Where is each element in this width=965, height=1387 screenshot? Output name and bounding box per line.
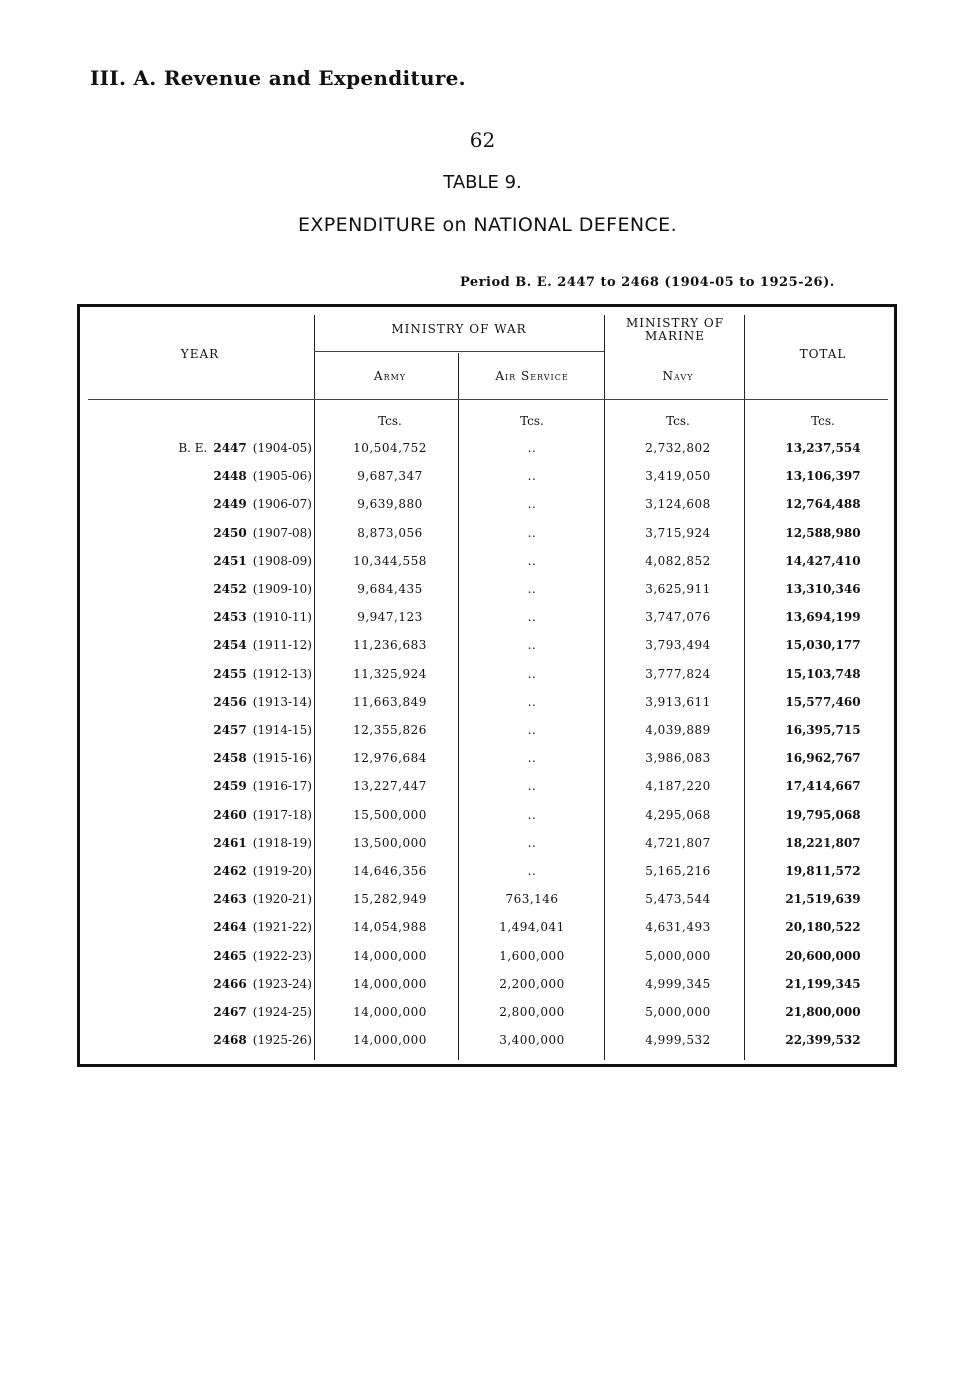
cell-air-service: 2,200,000 bbox=[499, 976, 565, 991]
year-be: 2467 bbox=[213, 1005, 247, 1019]
cell-total: 19,795,068 bbox=[785, 807, 861, 822]
cell-air-service: .. bbox=[527, 779, 537, 794]
table-row bbox=[80, 977, 894, 1005]
table-number: TABLE 9. bbox=[443, 172, 522, 193]
year-be: 2463 bbox=[213, 892, 247, 907]
cell-army: 9,947,123 bbox=[357, 610, 423, 625]
table-row bbox=[80, 667, 894, 695]
cell-total: 21,800,000 bbox=[785, 1005, 861, 1019]
table-row bbox=[80, 554, 894, 582]
unit-army: Tcs. bbox=[378, 414, 402, 428]
year-ce: (1908-09) bbox=[252, 553, 312, 568]
table-row bbox=[80, 610, 894, 638]
cell-army: 14,000,000 bbox=[353, 948, 427, 963]
header-ministry-marine: MINISTRY OF MARINE bbox=[625, 316, 725, 343]
cell-total: 15,577,460 bbox=[785, 694, 861, 709]
period-subtitle: Period B. E. 2447 to 2468 (1904-05 to 1925-26). bbox=[460, 275, 835, 290]
header-army: Army bbox=[373, 369, 407, 383]
cell-year bbox=[122, 977, 312, 991]
cell-year bbox=[122, 779, 312, 793]
cell-total: 12,764,488 bbox=[785, 497, 861, 512]
year-ce: (1904-05) bbox=[252, 441, 312, 455]
cell-total: 18,221,807 bbox=[785, 835, 861, 850]
table-row bbox=[80, 441, 894, 469]
cell-air-service: .. bbox=[527, 666, 537, 681]
year-ce: (1920-21) bbox=[252, 892, 312, 907]
cell-total: 21,519,639 bbox=[785, 892, 861, 907]
cell-year bbox=[122, 949, 312, 963]
cell-air-service: .. bbox=[527, 807, 537, 822]
cell-year bbox=[122, 836, 312, 850]
year-be: 2462 bbox=[213, 864, 247, 878]
year-be: 2448 bbox=[213, 469, 247, 484]
cell-total: 20,180,522 bbox=[785, 920, 861, 935]
cell-total: 16,395,715 bbox=[785, 723, 861, 737]
cell-army: 11,663,849 bbox=[353, 694, 427, 709]
cell-total: 20,600,000 bbox=[785, 948, 861, 963]
cell-air-service: 2,800,000 bbox=[499, 1005, 565, 1019]
table-row bbox=[80, 638, 894, 666]
cell-year bbox=[122, 1005, 312, 1019]
table-row bbox=[80, 864, 894, 892]
cell-navy: 3,986,083 bbox=[645, 751, 711, 766]
cell-navy: 4,999,345 bbox=[645, 976, 711, 991]
table-row bbox=[80, 723, 894, 751]
cell-total: 13,694,199 bbox=[785, 610, 861, 625]
cell-navy: 5,000,000 bbox=[645, 948, 711, 963]
table-row bbox=[80, 695, 894, 723]
cell-air-service: 1,494,041 bbox=[499, 920, 565, 935]
cell-army: 10,504,752 bbox=[353, 441, 427, 455]
cell-army: 14,000,000 bbox=[353, 1033, 427, 1048]
cell-year bbox=[122, 864, 312, 878]
cell-air-service: 1,600,000 bbox=[499, 948, 565, 963]
cell-air-service: .. bbox=[527, 525, 537, 540]
cell-army: 14,000,000 bbox=[353, 976, 427, 991]
year-be: 2468 bbox=[213, 1033, 247, 1048]
cell-army: 14,054,988 bbox=[353, 920, 427, 935]
cell-army: 15,282,949 bbox=[353, 892, 427, 907]
cell-air-service: .. bbox=[527, 694, 537, 709]
cell-navy: 4,082,852 bbox=[645, 553, 711, 568]
year-be: 2466 bbox=[213, 976, 247, 991]
cell-total: 14,427,410 bbox=[785, 553, 861, 568]
cell-total: 12,588,980 bbox=[785, 525, 861, 540]
cell-navy: 3,747,076 bbox=[645, 610, 711, 625]
cell-navy: 3,124,608 bbox=[645, 497, 711, 512]
cell-total: 13,310,346 bbox=[785, 582, 861, 596]
cell-air-service: .. bbox=[527, 638, 537, 653]
cell-navy: 4,999,532 bbox=[645, 1033, 711, 1048]
cell-navy: 4,721,807 bbox=[645, 835, 711, 850]
cell-year bbox=[122, 610, 312, 624]
cell-navy: 3,625,911 bbox=[645, 582, 711, 596]
cell-army: 11,325,924 bbox=[353, 666, 427, 681]
cell-army: 11,236,683 bbox=[353, 638, 427, 653]
header-ministry-war: MINISTRY OF WAR bbox=[391, 322, 527, 336]
rule-war-subheader bbox=[314, 351, 604, 352]
section-title: III. A. Revenue and Expenditure. bbox=[90, 66, 466, 90]
year-ce: (1911-12) bbox=[252, 638, 312, 653]
cell-air-service: .. bbox=[527, 864, 537, 878]
cell-year bbox=[122, 751, 312, 765]
year-be: 2454 bbox=[213, 638, 247, 653]
cell-navy: 3,419,050 bbox=[645, 469, 711, 484]
cell-air-service: .. bbox=[527, 751, 537, 766]
table-row bbox=[80, 949, 894, 977]
cell-year bbox=[122, 892, 312, 906]
cell-navy: 5,000,000 bbox=[645, 1005, 711, 1019]
cell-navy: 5,165,216 bbox=[645, 864, 711, 878]
cell-total: 19,811,572 bbox=[785, 864, 861, 878]
cell-air-service: .. bbox=[527, 469, 537, 484]
year-be: 2456 bbox=[213, 694, 247, 709]
cell-total: 15,030,177 bbox=[785, 638, 861, 653]
cell-total: 13,237,554 bbox=[785, 441, 861, 455]
cell-total: 21,199,345 bbox=[785, 976, 861, 991]
unit-total: Tcs. bbox=[811, 414, 835, 428]
table-row bbox=[80, 582, 894, 610]
cell-army: 9,684,435 bbox=[357, 582, 423, 596]
year-be: 2465 bbox=[213, 948, 247, 963]
table-row bbox=[80, 526, 894, 554]
year-ce: (1921-22) bbox=[252, 920, 312, 935]
cell-navy: 3,715,924 bbox=[645, 525, 711, 540]
cell-air-service: 3,400,000 bbox=[499, 1033, 565, 1048]
table-title: EXPENDITURE on NATIONAL DEFENCE. bbox=[297, 214, 678, 236]
year-ce: (1914-15) bbox=[252, 723, 312, 737]
cell-army: 8,873,056 bbox=[357, 525, 423, 540]
year-be: 2451 bbox=[213, 553, 247, 568]
year-ce: (1915-16) bbox=[252, 751, 312, 766]
cell-air-service: .. bbox=[527, 582, 537, 596]
cell-year bbox=[122, 554, 312, 568]
page-number: 62 bbox=[469, 128, 496, 152]
cell-army: 14,000,000 bbox=[353, 1005, 427, 1019]
year-ce: (1907-08) bbox=[252, 525, 312, 540]
cell-total: 13,106,397 bbox=[785, 469, 861, 484]
cell-air-service: .. bbox=[527, 497, 537, 512]
table-row bbox=[80, 469, 894, 497]
cell-total: 16,962,767 bbox=[785, 751, 861, 766]
cell-air-service: .. bbox=[527, 723, 537, 737]
year-be: 2452 bbox=[213, 582, 247, 596]
cell-air-service: .. bbox=[527, 441, 537, 455]
cell-total: 17,414,667 bbox=[785, 779, 861, 794]
cell-year bbox=[122, 582, 312, 596]
year-be: 2464 bbox=[213, 920, 247, 935]
year-be: 2459 bbox=[213, 779, 247, 794]
year-be: 2460 bbox=[213, 807, 247, 822]
cell-navy: 2,732,802 bbox=[645, 441, 711, 455]
year-ce: (1905-06) bbox=[252, 469, 312, 484]
year-be: 2447 bbox=[213, 441, 247, 455]
year-ce: (1919-20) bbox=[252, 864, 312, 878]
cell-navy: 4,039,889 bbox=[645, 723, 711, 737]
header-navy: Navy bbox=[662, 369, 694, 383]
cell-navy: 3,913,611 bbox=[645, 694, 711, 709]
cell-year bbox=[122, 469, 312, 483]
cell-army: 12,976,684 bbox=[353, 751, 427, 766]
cell-air-service: .. bbox=[527, 553, 537, 568]
table-row bbox=[80, 836, 894, 864]
year-ce: (1918-19) bbox=[252, 835, 312, 850]
table-row bbox=[80, 497, 894, 525]
cell-navy: 4,631,493 bbox=[645, 920, 711, 935]
year-ce: (1910-11) bbox=[252, 610, 312, 625]
header-year: YEAR bbox=[180, 347, 220, 361]
rule-header-bottom bbox=[88, 399, 888, 400]
year-be: 2457 bbox=[213, 723, 247, 737]
year-ce: (1906-07) bbox=[252, 497, 312, 512]
table-row bbox=[80, 920, 894, 948]
cell-army: 14,646,356 bbox=[353, 864, 427, 878]
table-row bbox=[80, 1033, 894, 1061]
year-ce: (1922-23) bbox=[252, 948, 312, 963]
cell-total: 15,103,748 bbox=[785, 666, 861, 681]
cell-air-service: 763,146 bbox=[505, 892, 559, 907]
cell-army: 9,687,347 bbox=[357, 469, 423, 484]
year-prefix: B. E. bbox=[178, 441, 208, 455]
unit-air: Tcs. bbox=[520, 414, 544, 428]
cell-year bbox=[122, 808, 312, 822]
cell-year bbox=[122, 1033, 312, 1047]
year-ce: (1909-10) bbox=[252, 582, 312, 596]
cell-air-service: .. bbox=[527, 835, 537, 850]
cell-year bbox=[122, 723, 312, 737]
year-ce: (1917-18) bbox=[252, 807, 312, 822]
year-ce: (1925-26) bbox=[252, 1033, 312, 1048]
table-row bbox=[80, 1005, 894, 1033]
header-air-service: Air Service bbox=[495, 369, 569, 383]
cell-year bbox=[122, 667, 312, 681]
table-row bbox=[80, 808, 894, 836]
year-be: 2455 bbox=[213, 666, 247, 681]
cell-navy: 4,295,068 bbox=[645, 807, 711, 822]
year-be: 2461 bbox=[213, 835, 247, 850]
year-ce: (1912-13) bbox=[252, 666, 312, 681]
cell-year bbox=[122, 441, 312, 455]
table-row bbox=[80, 751, 894, 779]
cell-army: 15,500,000 bbox=[353, 807, 427, 822]
cell-army: 10,344,558 bbox=[353, 553, 427, 568]
year-ce: (1916-17) bbox=[252, 779, 312, 794]
cell-year bbox=[122, 695, 312, 709]
cell-navy: 3,793,494 bbox=[645, 638, 711, 653]
cell-army: 12,355,826 bbox=[353, 723, 427, 737]
year-ce: (1913-14) bbox=[252, 694, 312, 709]
unit-navy: Tcs. bbox=[666, 414, 690, 428]
cell-year bbox=[122, 638, 312, 652]
cell-army: 9,639,880 bbox=[357, 497, 423, 512]
table-row bbox=[80, 779, 894, 807]
cell-army: 13,500,000 bbox=[353, 835, 427, 850]
table-frame bbox=[77, 304, 897, 1067]
cell-navy: 5,473,544 bbox=[645, 892, 711, 907]
cell-total: 22,399,532 bbox=[785, 1033, 861, 1048]
cell-year bbox=[122, 526, 312, 540]
year-be: 2453 bbox=[213, 610, 247, 625]
cell-army: 13,227,447 bbox=[353, 779, 427, 794]
cell-navy: 4,187,220 bbox=[645, 779, 711, 794]
cell-navy: 3,777,824 bbox=[645, 666, 711, 681]
cell-year bbox=[122, 497, 312, 511]
header-total: TOTAL bbox=[799, 347, 847, 361]
year-ce: (1924-25) bbox=[252, 1005, 312, 1019]
year-be: 2449 bbox=[213, 497, 247, 512]
year-be: 2458 bbox=[213, 751, 247, 766]
table-row bbox=[80, 892, 894, 920]
year-ce: (1923-24) bbox=[252, 976, 312, 991]
cell-air-service: .. bbox=[527, 610, 537, 625]
cell-year bbox=[122, 920, 312, 934]
year-be: 2450 bbox=[213, 525, 247, 540]
